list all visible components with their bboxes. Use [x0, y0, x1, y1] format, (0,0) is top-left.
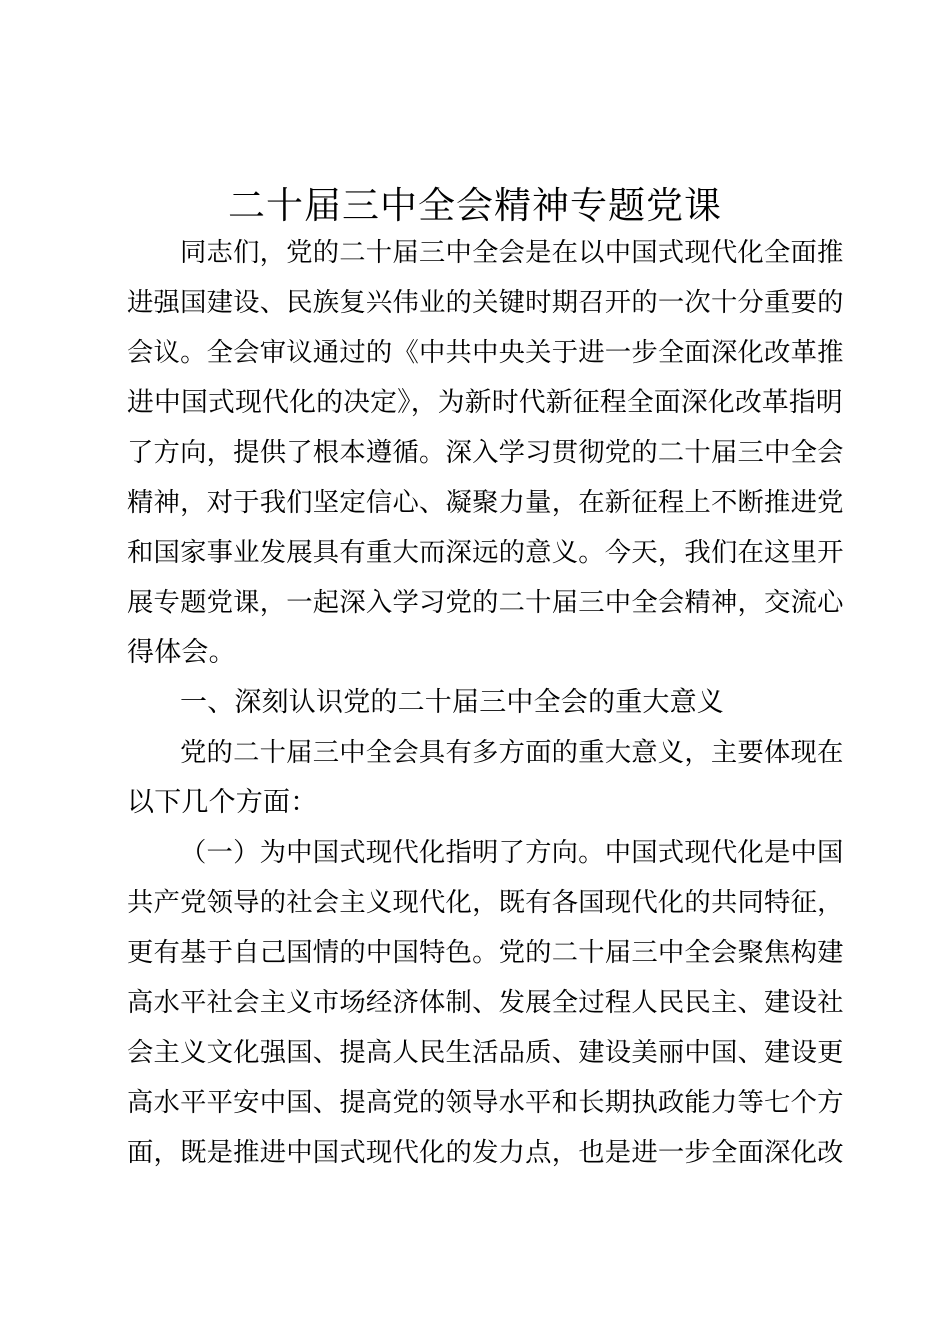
paragraph-2-line-1: 党的二十届三中全会具有多方面的重大意义，主要体现在 [180, 738, 844, 768]
paragraph-3-line-1: （一）为中国式现代化指明了方向。中国式现代化是中国 [180, 838, 844, 868]
paragraph-1-line-2: 进强国建设、民族复兴伟业的关键时期召开的一次十分重要的 [127, 288, 844, 318]
paragraph-1-line-5: 了方向，提供了根本遵循。深入学习贯彻党的二十届三中全会 [127, 438, 844, 468]
paragraph-1-line-4: 进中国式现代化的决定》，为新时代新征程全面深化改革指明 [127, 387, 843, 418]
paragraph-3-line-2: 共产党领导的社会主义现代化，既有各国现代化的共同特征， [127, 888, 844, 918]
paragraph-3-line-7: 面，既是推进中国式现代化的发力点，也是进一步全面深化改 [127, 1138, 844, 1168]
paragraph-3-line-3: 更有基于自己国情的中国特色。党的二十届三中全会聚焦构建 [127, 938, 844, 968]
paragraph-1-line-8: 展专题党课，一起深入学习党的二十届三中全会精神，交流心 [127, 588, 844, 618]
paragraph-1-line-1: 同志们，党的二十届三中全会是在以中国式现代化全面推 [180, 238, 844, 268]
paragraph-1-line-9: 得体会。 [127, 637, 236, 668]
paragraph-3-line-6: 高水平平安中国、提高党的领导水平和长期执政能力等七个方 [127, 1088, 844, 1118]
paragraph-3-line-4: 高水平社会主义市场经济体制、发展全过程人民民主、建设社 [127, 988, 844, 1018]
section-heading: 一、深刻认识党的二十届三中全会的重大意义 [180, 687, 724, 718]
paragraph-3-line-5: 会主义文化强国、提高人民生活品质、建设美丽中国、建设更 [127, 1038, 844, 1068]
paragraph-1-line-6: 精神，对于我们坚定信心、凝聚力量，在新征程上不断推进党 [127, 488, 844, 518]
paragraph-2-line-2: 以下几个方面： [127, 787, 318, 818]
paragraph-1-line-3: 会议。全会审议通过的《中共中央关于进一步全面深化改革推 [127, 338, 844, 368]
paragraph-1-line-7: 和国家事业发展具有重大而深远的意义。今天，我们在这里开 [127, 538, 844, 568]
document-title: 二十届三中全会精神专题党课 [228, 184, 722, 227]
